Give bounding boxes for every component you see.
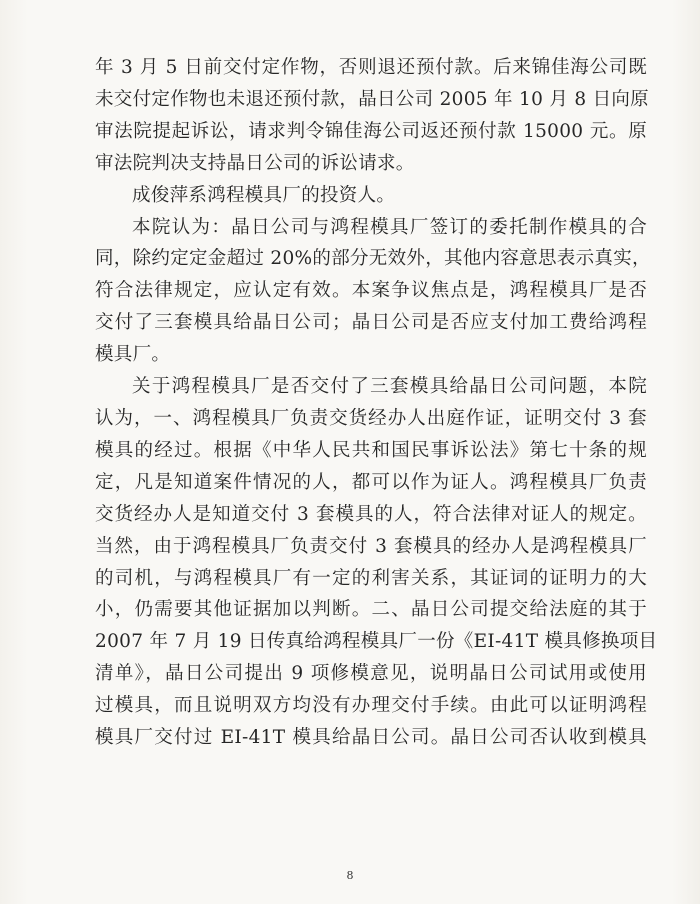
paragraph	[95, 212, 651, 372]
text-line: 成俊萍系鸿程模具厂的投资人。	[132, 184, 396, 206]
text-line: 小，仍需要其他证据加以判断。二、晶日公司提交给法庭的其于	[95, 599, 647, 621]
paragraph	[95, 180, 647, 212]
text-line: 模具厂。	[95, 344, 171, 366]
text-line: 关于鸿程模具厂是否交付了三套模具给晶日公司问题，本院	[132, 376, 647, 398]
text-line: 交货经办人是知道交付 3 套模具的人，符合法律对证人的规定。	[95, 503, 647, 525]
text-line: 清单》，晶日公司提出 9 项修模意见，说明晶日公司试用或使用	[95, 663, 647, 685]
text-line: 审法院提起诉讼，请求判令锦佳海公司返还预付款 15000 元。原	[95, 120, 647, 142]
text-line: 定，凡是知道案件情况的人，都可以作为证人。鸿程模具厂负责	[95, 471, 647, 493]
text-line: 2007 年 7 月 19 日传真给鸿程模具厂一份《EI-41T 模具修换项目	[95, 631, 658, 653]
text-line: 本院认为：晶日公司与鸿程模具厂签订的委托制作模具的合	[132, 216, 647, 238]
paragraph	[95, 371, 658, 754]
text-line: 模具厂交付过 EI-41T 模具给晶日公司。晶日公司否认收到模具	[95, 727, 647, 749]
page-number: 8	[346, 869, 354, 882]
text-line: 未交付定作物也未退还预付款，晶日公司 2005 年 10 月 8 日向原	[95, 88, 649, 110]
text-line: 过模具，而且说明双方均没有办理交付手续。由此可以证明鸿程	[95, 695, 647, 717]
text-line: 年 3 月 5 日前交付定作物，否则退还预付款。后来锦佳海公司既	[95, 57, 647, 78]
paragraph	[95, 52, 647, 180]
text-line: 当然，由于鸿程模具厂负责交付 3 套模具的经办人是鸿程模具厂	[95, 535, 647, 557]
text-line: 审法院判决支持晶日公司的诉讼请求。	[95, 152, 415, 174]
text-line: 同，除约定定金超过 20%的部分无效外，其他内容意思表示真实，	[95, 248, 651, 270]
text-line: 模具的经过。根据《中华人民共和国民事诉讼法》第七十条的规	[95, 439, 647, 461]
document-body	[95, 52, 658, 754]
text-line: 认为，一、鸿程模具厂负责交货经办人出庭作证，证明交付 3 套	[95, 407, 647, 429]
text-line: 符合法律规定，应认定有效。本案争议焦点是，鸿程模具厂是否	[95, 280, 647, 302]
text-line: 交付了三套模具给晶日公司；晶日公司是否应支付加工费给鸿程	[95, 312, 647, 334]
text-line: 的司机，与鸿程模具厂有一定的利害关系，其证词的证明力的大	[95, 567, 647, 589]
